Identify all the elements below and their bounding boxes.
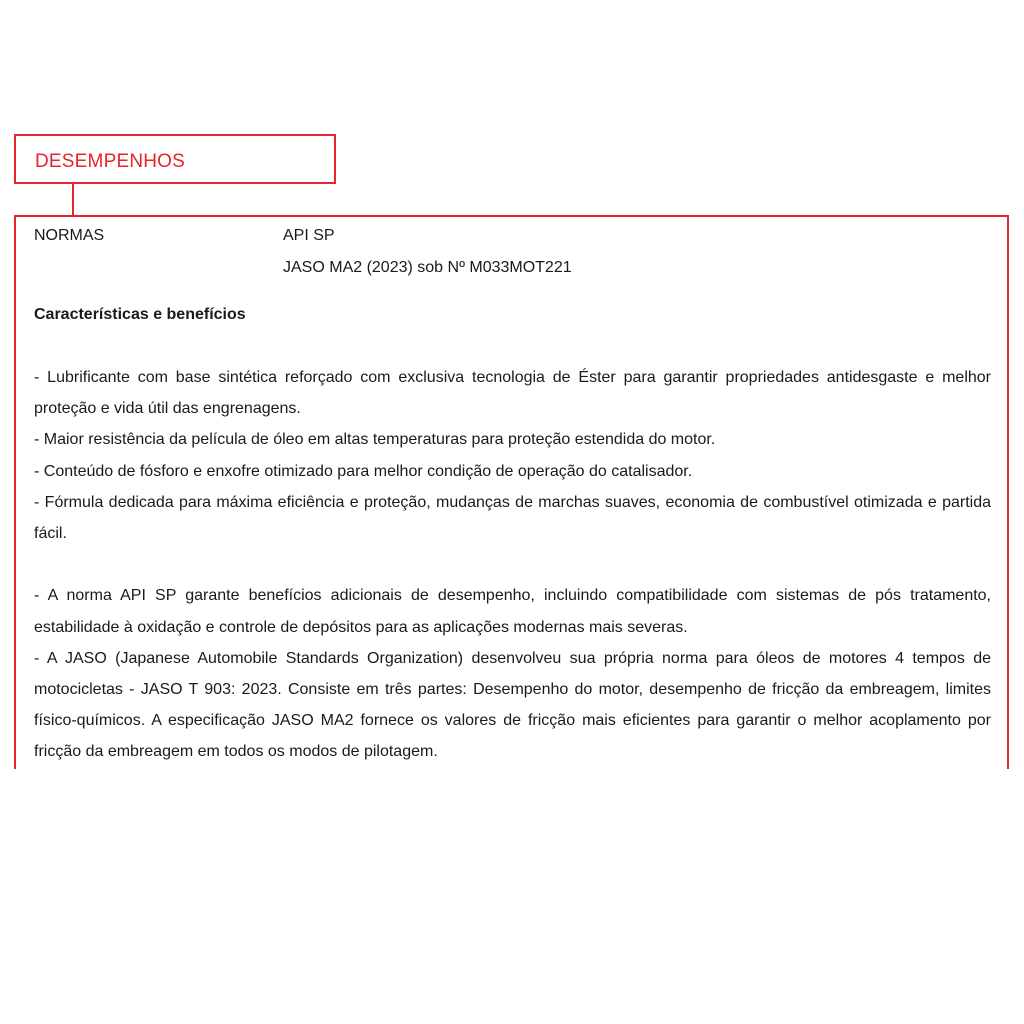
feature-paragraph: - A norma API SP garante benefícios adicionais de desempenho, incluindo compatibilidade com sistemas de pós tratamento, estabilidade à oxidação e controle de depósitos para as aplicações modernas mais severas. [34, 587, 991, 636]
feature-paragraph: - Fórmula dedicada para máxima eficiência e proteção, mudanças de marchas suaves, economia de combustível otimizada e partida fácil. [34, 493, 991, 543]
panel-top-border [14, 215, 1009, 217]
normas-label: NORMAS [34, 227, 105, 244]
feature-paragraph: - A JASO (Japanese Automobile Standards Organization) desenvolveu sua própria norma para óleos de motores 4 tempos de motocicletas - JASO T 903: 2023. Consiste em três partes: Desempenho do motor, desempenho de fricção da embreagem, limites físico-químicos. A especificação JASO MA2 fornece os valores de fricção mais eficientes para garantir o melhor acoplamento por fricção da embreagem em todos os modos de pilotagem. [34, 649, 991, 761]
norm-value-api: API SP [283, 227, 335, 244]
panel-right-border [1007, 215, 1009, 769]
panel-left-border [14, 215, 16, 769]
title-connector-line [72, 184, 74, 215]
feature-paragraph: - Maior resistência da película de óleo em altas temperaturas para proteção estendida do motor. [34, 431, 716, 449]
section-title: DESEMPENHOS [35, 151, 186, 172]
feature-paragraph: - Conteúdo de fósforo e enxofre otimizado para melhor condição de operação do catalisador. [34, 462, 693, 480]
features-content [34, 362, 991, 768]
paragraph-spacer [34, 549, 991, 580]
section-title-box [14, 134, 336, 184]
feature-paragraph: - Lubrificante com base sintética reforçado com exclusiva tecnologia de Éster para garantir propriedades antidesgaste e melhor proteção e vida útil das engrenagens. [34, 369, 991, 418]
features-heading: Características e benefícios [34, 306, 246, 323]
norm-value-jaso: JASO MA2 (2023) sob Nº M033MOT221 [283, 259, 572, 276]
